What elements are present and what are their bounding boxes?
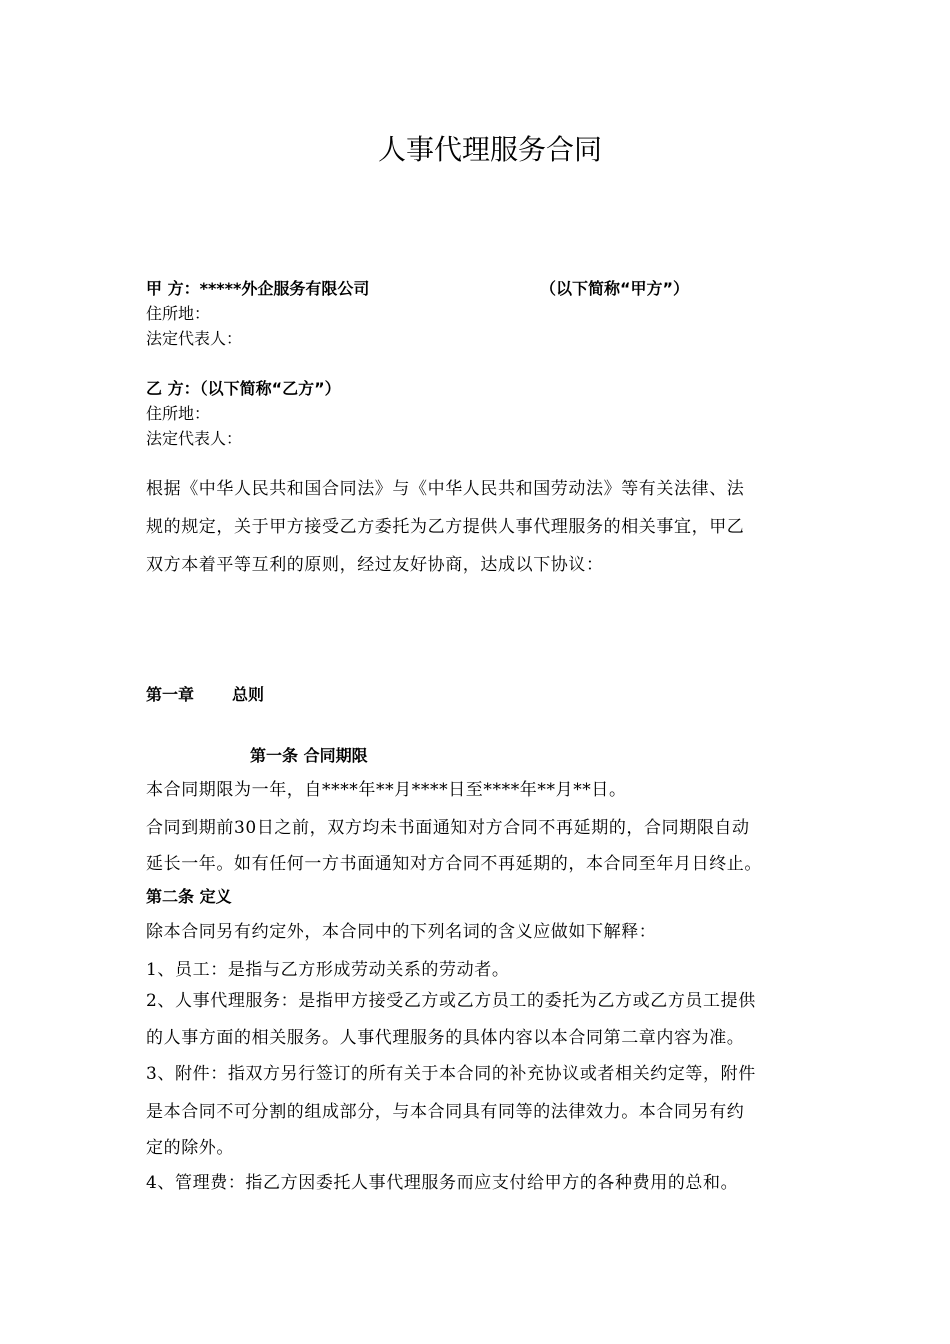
party-a-rep-label: 法定代表人： (146, 329, 243, 348)
article-line: 合同到期前30日之前，双方均未书面通知对方合同不再延期的，合同期限自动 (146, 818, 750, 838)
article-line: 2、人事代理服务：是指甲方接受乙方或乙方员工的委托为乙方或乙方员工提供 (146, 991, 756, 1011)
article-line: 除本合同另有约定外，本合同中的下列名词的含义应做如下解释： (146, 922, 657, 942)
party-b-name: 乙 方：（以下简称“乙方”） (146, 379, 341, 398)
preamble-line: 规的规定，关于甲方接受乙方委托为乙方提供人事代理服务的相关事宜，甲乙 (146, 517, 745, 537)
article-line: 延长一年。如有任何一方书面通知对方合同不再延期的，本合同至年月日终止。 (146, 854, 762, 874)
article-heading: 第二条 定义 (146, 887, 232, 906)
article-line: 本合同期限为一年，自****年**月****日至****年**月**日。 (146, 780, 627, 800)
party-b-address-label: 住所地： (146, 404, 211, 423)
article-line: 的人事方面的相关服务。人事代理服务的具体内容以本合同第二章内容为准。 (146, 1028, 745, 1048)
article-line: 4、管理费：指乙方因委托人事代理服务而应支付给甲方的各种费用的总和。 (146, 1173, 739, 1193)
party-a-name: 甲 方：*****外企服务有限公司 (146, 279, 370, 298)
article-line: 3、附件：指双方另行签订的所有关于本合同的补充协议或者相关约定等，附件 (146, 1064, 756, 1084)
preamble-line: 根据《中华人民共和国合同法》与《中华人民共和国劳动法》等有关法律、法 (146, 479, 745, 499)
article-line: 定的除外。 (146, 1138, 234, 1158)
chapter-number: 第一章 (146, 685, 195, 704)
party-b-rep-label: 法定代表人： (146, 429, 243, 448)
chapter-name: 总则 (232, 685, 265, 704)
article-line: 是本合同不可分割的组成部分，与本合同具有同等的法律效力。本合同另有约 (146, 1102, 745, 1122)
article-heading: 第一条 合同期限 (250, 746, 368, 765)
party-a-alias: （以下简称“甲方”） (540, 279, 690, 298)
document-title: 人事代理服务合同 (377, 133, 602, 166)
party-a-address-label: 住所地： (146, 304, 211, 323)
preamble-line: 双方本着平等互利的原则，经过友好协商，达成以下协议： (146, 555, 604, 575)
article-line: 1、员工：是指与乙方形成劳动关系的劳动者。 (146, 960, 510, 980)
